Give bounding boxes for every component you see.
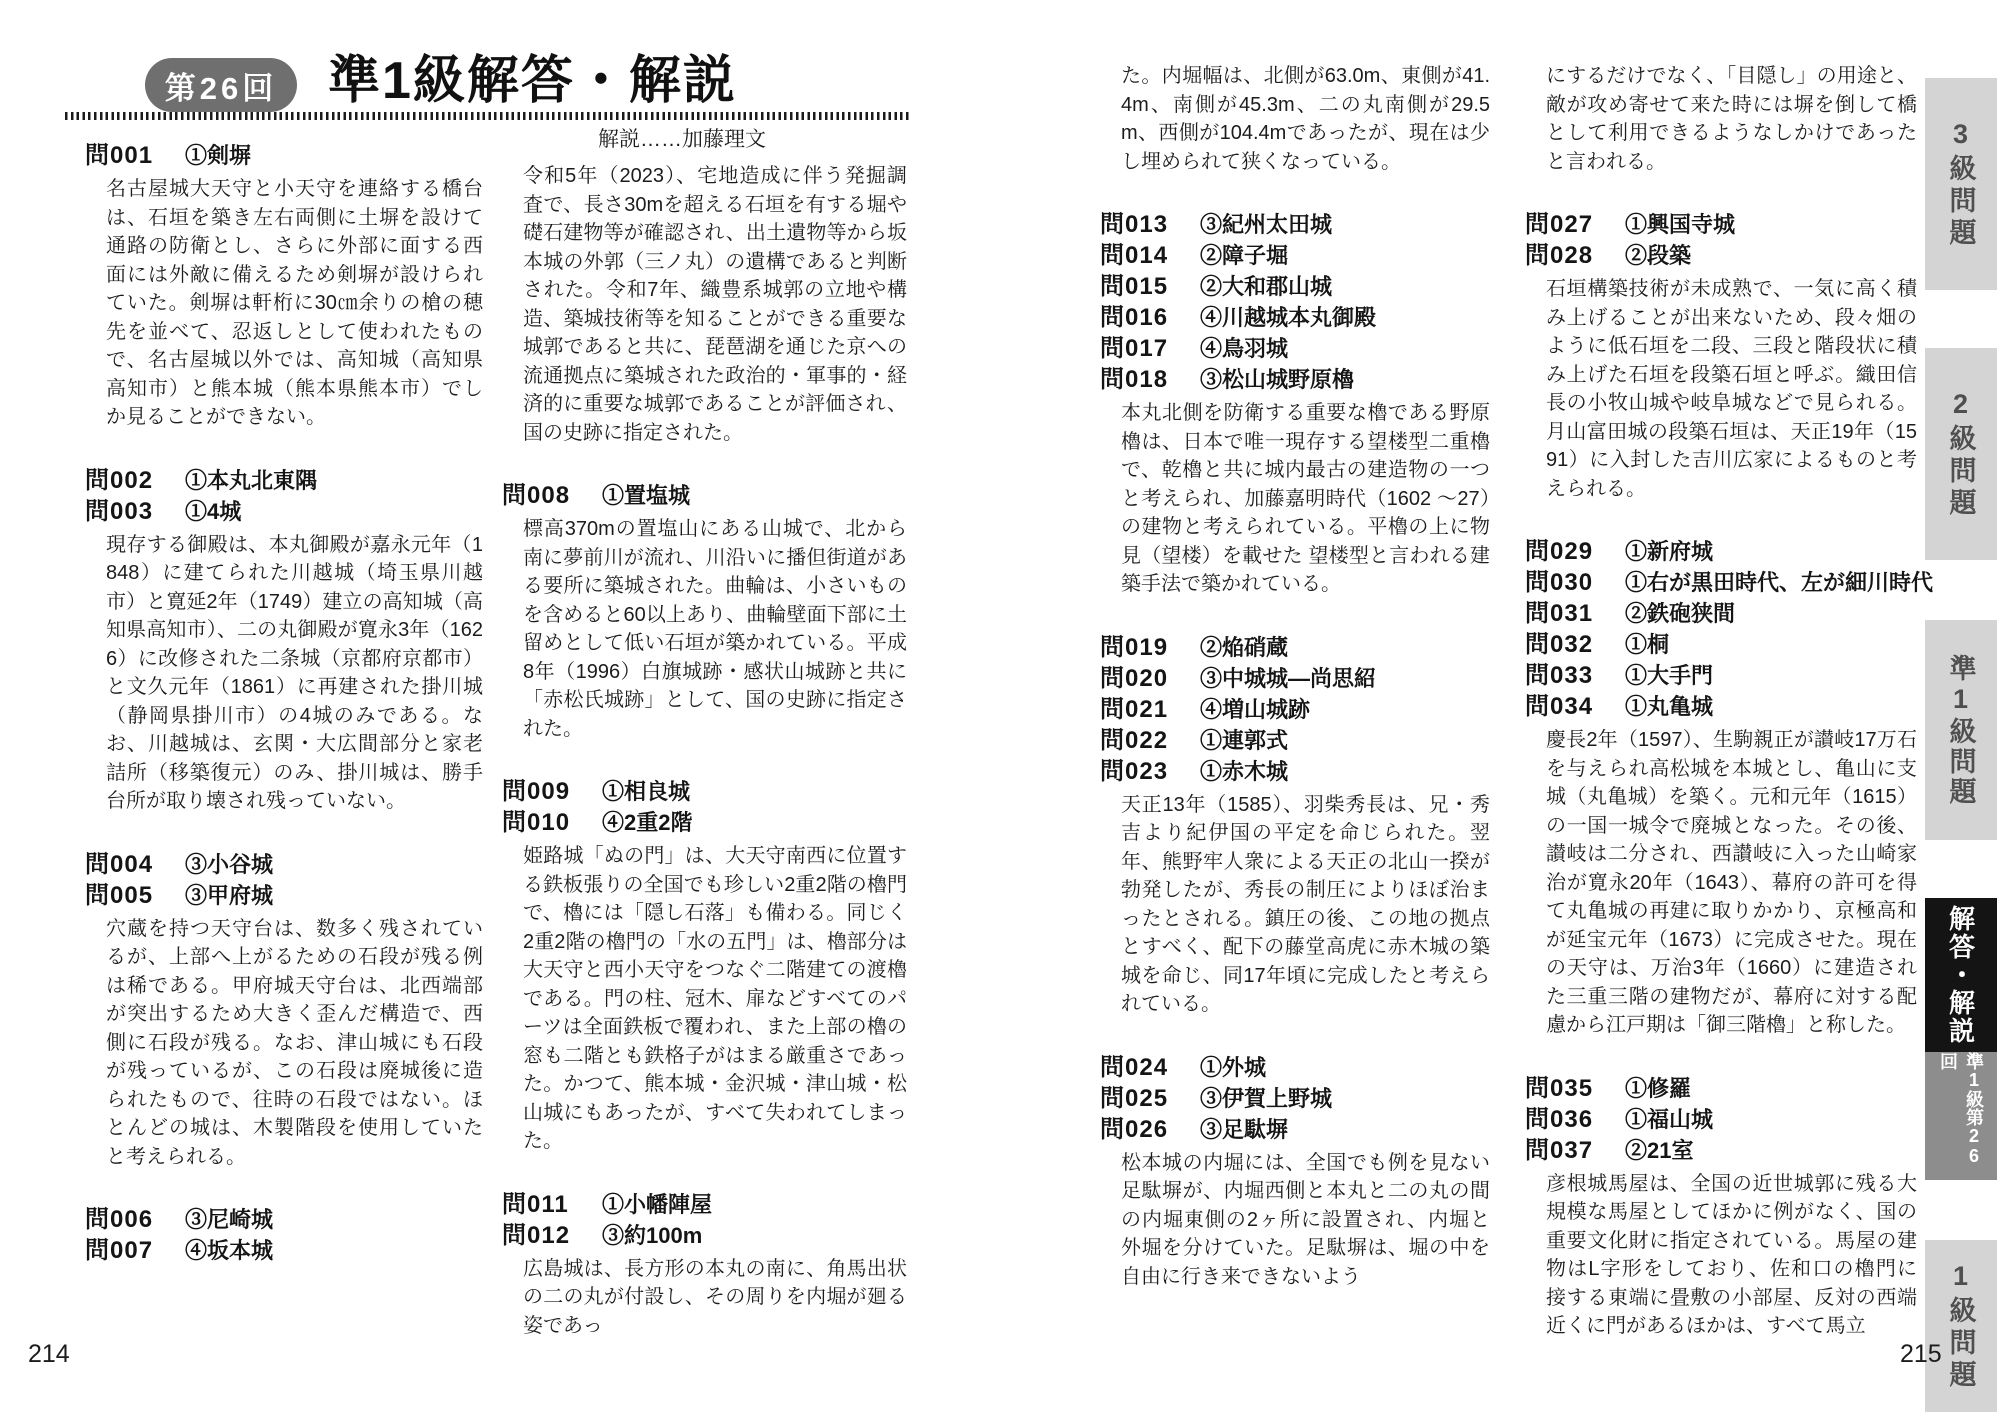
answer-text: ③紀州太田城 xyxy=(1200,212,1333,237)
explanation-paragraph: 本丸北側を防衛する重要な櫓である野原櫓は、日本で唯一現存する望楼型二重櫓で、乾櫓と共に城内最古の建造物の一つと考えられ、加藤嘉明時代（1602 ～27）の建物と考えられている。平櫓の上に物見（望楼）を載せた 望楼型と言われる建築手法で築かれている。 xyxy=(1121,402,1490,595)
question-answer-row xyxy=(85,1236,483,1266)
question-answer-row xyxy=(85,881,483,911)
answer-text: ①連郭式 xyxy=(1200,727,1289,753)
tab-grade1-questions: 1級問題 xyxy=(1925,1240,1997,1412)
answer-text: ④川越城本丸御殿 xyxy=(1200,305,1377,330)
question-answer-row xyxy=(1100,241,1490,271)
answer-text: ①興国寺城 xyxy=(1625,212,1736,237)
answer-text: ①本丸北東隅 xyxy=(185,467,318,493)
question-number: 問014 xyxy=(1100,242,1169,269)
question-number: 問016 xyxy=(1100,304,1169,331)
question-number: 問003 xyxy=(85,497,154,525)
question-number: 問033 xyxy=(1525,662,1594,689)
answer-text: ①相良城 xyxy=(602,779,691,804)
answer-text: ①赤木城 xyxy=(1200,758,1289,784)
question-answer-row xyxy=(85,1205,483,1235)
question-number: 問004 xyxy=(85,850,154,878)
tab-grade2-questions: 2級問題 xyxy=(1925,348,1997,560)
question-number: 問022 xyxy=(1100,726,1169,754)
answer-text: ①剣塀 xyxy=(185,143,252,168)
question-number: 問002 xyxy=(85,466,154,494)
question-answer-row xyxy=(1525,241,1917,271)
question-number: 問017 xyxy=(1100,335,1169,362)
question-number: 問029 xyxy=(1525,538,1594,565)
question-answer-row xyxy=(1525,661,1917,691)
question-answer-row xyxy=(1525,630,1917,660)
answer-text: ①大手門 xyxy=(1625,663,1714,688)
answer-text: ①桐 xyxy=(1625,632,1670,657)
question-number: 問027 xyxy=(1525,211,1594,238)
question-answer-row xyxy=(502,808,907,838)
answer-text: ④増山城跡 xyxy=(1200,696,1311,722)
answer-text: ①右が黒田時代、左が細川時代 xyxy=(1625,570,1934,595)
answer-text: ④鳥羽城 xyxy=(1200,336,1289,361)
explanation-paragraph: 現存する御殿は、本丸御殿が嘉永元年（1848）に建てられた川越城（埼玉県川越市）と寛延2年（1749）建立の高知城（高知県高知市）、二の丸御殿が寛永3年（1626）に改修された二条城（京都府京都市）と文久元年（1861）に再建された掛川城（静岡県掛川市）の4城のみである。なお、川越城は、玄関・大広間部分と家老詰所（移築復元）のみ、掛川城は、勝手台所が取り壊され残っていない。 xyxy=(106,533,483,812)
tab-semi-grade1-questions: 準1級問題 xyxy=(1925,620,1997,840)
question-number: 問006 xyxy=(85,1206,154,1233)
explanation-paragraph: 彦根城馬屋は、全国の近世城郭に残る大規模な馬屋としてほかに例がなく、国の重要文化財に指定されている。馬屋の建物はL字形をしており、佐和口の櫓門に接する東端に畳敷の小部屋、反対の西端近くに門があるほかは、すべて馬立 xyxy=(1546,1172,1917,1337)
answer-text: ③伊賀上野城 xyxy=(1200,1085,1333,1111)
answer-text: ②焔硝蔵 xyxy=(1200,634,1289,660)
question-number: 問034 xyxy=(1525,693,1594,720)
question-answer-row xyxy=(1525,1136,1917,1166)
answer-text: ③尼崎城 xyxy=(185,1207,274,1232)
explanation-paragraph: 広島城は、長方形の本丸の南に、角馬出状の二の丸が付設し、その周りを内堀が廻る姿であっ xyxy=(523,1257,907,1337)
page-title: 準1級解答・解説 xyxy=(328,52,737,110)
answer-text: ②鉄砲狭間 xyxy=(1625,601,1736,626)
question-answer-row xyxy=(1100,1084,1490,1114)
question-answer-row xyxy=(85,850,483,880)
question-answer-row xyxy=(85,497,483,527)
question-number: 問023 xyxy=(1100,757,1169,785)
question-number: 問037 xyxy=(1525,1136,1594,1164)
answer-text: ①丸亀城 xyxy=(1625,694,1714,719)
right-page-column-1 xyxy=(1100,58,1490,1291)
explanation-paragraph: 標高370mの置塩山にある山城で、北から南に夢前川が流れ、川沿いに播但街道がある要所に築城された。曲輪は、小さいものを含めると60以上あり、曲輪壁面下部に土留めとして低い石垣が築かれている。平成8年（1996）白旗城跡・感状山城跡と共に「赤松氏城跡」として、国の史跡に指定された。 xyxy=(523,518,907,740)
question-answer-row xyxy=(1525,568,1934,598)
question-answer-row xyxy=(1100,757,1490,787)
page-number-right: 215 xyxy=(1900,1340,1942,1368)
page-number-left: 214 xyxy=(28,1340,70,1368)
question-number: 問025 xyxy=(1100,1084,1169,1112)
left-page-column-2 xyxy=(502,158,907,1340)
question-number: 問011 xyxy=(502,1190,569,1218)
question-answer-row xyxy=(1525,692,1917,722)
explanation-paragraph: 天正13年（1585）、羽柴秀長は、兄・秀吉より紀伊国の平定を命じられた。翌年、熊野牢人衆による天正の北山一揆が勃発したが、秀長の制圧によりほぼ治まったとされる。鎮圧の後、この地の拠点とすべく、配下の藤堂高虎に赤木城の築城を命じ、同17年頃に完成したと考えられている。 xyxy=(1121,793,1490,1015)
question-answer-row xyxy=(1100,365,1490,395)
question-number: 問013 xyxy=(1100,211,1169,238)
question-number: 問005 xyxy=(85,881,154,909)
question-number: 問026 xyxy=(1100,1115,1169,1143)
answer-text: ④坂本城 xyxy=(185,1238,274,1263)
answer-text: ②段築 xyxy=(1625,243,1692,268)
answer-text: ③小谷城 xyxy=(185,851,274,877)
answer-text: ③松山城野原櫓 xyxy=(1200,367,1355,392)
tab-answers-explanations: 解答・解説 xyxy=(1925,898,1997,1052)
answer-text: ②大和郡山城 xyxy=(1200,274,1333,299)
answer-text: ③約100m xyxy=(602,1222,703,1248)
explanation-paragraph: 令和5年（2023）、宅地造成に伴う発掘調査で、長さ30mを超える石垣を有する堀や礎石建物等が確認され、出土遺物等から坂本城の外郭（三ノ丸）の遺構であると判断された。令和7年、織豊系城郭の立地や構造、築城技術等を知ることができる重要な城郭であると共に、琵琶湖を通じた京への流通拠点に築城された政治的・軍事的・経済的に重要な城郭であることが評価され、国の史跡に指定された。 xyxy=(523,165,907,444)
question-answer-row xyxy=(1100,695,1490,725)
question-answer-row xyxy=(1100,272,1490,302)
answer-text: ③甲府城 xyxy=(185,882,274,908)
answer-text: ①小幡陣屋 xyxy=(602,1191,713,1217)
question-answer-row xyxy=(502,777,907,807)
left-page-column-1 xyxy=(85,140,483,1267)
question-number: 問018 xyxy=(1100,366,1169,393)
header-divider xyxy=(65,112,910,120)
question-answer-row xyxy=(1100,726,1490,756)
answer-text: ①4城 xyxy=(185,498,242,524)
tab-answers-sub-label: 準1級第26回 xyxy=(1925,1052,1997,1180)
explanation-paragraph: 姫路城「ぬの門」は、大天守南西に位置する鉄板張りの全国でも珍しい2重2階の櫓門で、櫓には「隠し石落」も備わる。同じく2重2階の櫓門の「水の五門」は、櫓部分は大天守と西小天守をつなぐ二階建ての渡櫓である。門の柱、冠木、扉などすべてのパーツは全面鉄板で覆われ、また上部の櫓の窓も二階とも鉄格子がはまる厳重さであった。かつて、熊本城・金沢城・津山城・松山城にもあったが、すべて失われてしまった。 xyxy=(523,845,907,1152)
question-answer-row xyxy=(85,466,483,496)
explanation-paragraph: にするだけでなく、「目隠し」の用途と、敵が攻め寄せて来た時には塀を倒して橋として利用できるようなしかけであったと言われる。 xyxy=(1546,65,1917,173)
explanation-paragraph: 石垣構築技術が未成熟で、一気に高く積み上げることが出来ないため、段々畑のように低石垣を二段、三段と階段状に積み上げた石垣を段築石垣と呼ぶ。織田信長の小牧山城や岐阜城などで見られる。月山富田城の段築石垣は、天正19年（1591）に入封した吉川広家によるものと考えられる。 xyxy=(1546,278,1917,500)
answer-text: ③中城城―尚思紹 xyxy=(1200,665,1377,691)
question-answer-row xyxy=(85,141,483,171)
question-number: 問031 xyxy=(1525,600,1594,627)
answer-text: ①福山城 xyxy=(1625,1106,1714,1132)
question-answer-row xyxy=(1525,1074,1917,1104)
question-number: 問020 xyxy=(1100,664,1169,692)
right-page-column-2 xyxy=(1525,58,1934,1341)
question-answer-row xyxy=(1100,334,1490,364)
question-answer-row xyxy=(502,1221,907,1251)
question-answer-row xyxy=(1525,599,1917,629)
question-number: 問009 xyxy=(502,778,571,805)
question-number: 問001 xyxy=(85,142,154,169)
answer-text: ③足駄塀 xyxy=(1200,1116,1289,1142)
question-answer-row xyxy=(1100,633,1490,663)
explanation-paragraph: 名古屋城大天守と小天守を連絡する橋台は、石垣を築き左右両側に土塀を設けて通路の防衛とし、さらに外部に面する西面には外敵に備えるため剣塀が設けられていた。剣塀は軒桁に30㎝余りの槍の穂先を並べて、忍返しとして使われたもので、名古屋城以外では、高知城（高知県高知市）と熊本城（熊本県熊本市）でしか見ることができない。 xyxy=(106,178,483,428)
answer-text: ②障子堀 xyxy=(1200,243,1289,268)
question-number: 問008 xyxy=(502,482,571,509)
question-number: 問021 xyxy=(1100,695,1169,723)
question-answer-row xyxy=(1525,537,1917,567)
question-answer-row xyxy=(1525,1105,1917,1135)
question-number: 問036 xyxy=(1525,1105,1594,1133)
question-number: 問012 xyxy=(502,1221,571,1249)
answer-text: ④2重2階 xyxy=(602,810,693,835)
question-number: 問015 xyxy=(1100,273,1169,300)
question-number: 問035 xyxy=(1525,1074,1594,1102)
answer-text: ①修羅 xyxy=(1625,1075,1692,1101)
explanation-paragraph: た。内堀幅は、北側が63.0m、東側が41.4m、南側が45.3m、二の丸南側が29.5m、西側が104.4mであったが、現在は少し埋められて狭くなっている。 xyxy=(1121,65,1490,173)
question-number: 問010 xyxy=(502,809,571,836)
question-number: 問030 xyxy=(1525,569,1594,596)
question-answer-row xyxy=(1100,210,1490,240)
question-answer-row xyxy=(1100,1053,1490,1083)
answer-text: ②21室 xyxy=(1625,1137,1694,1163)
question-number: 問007 xyxy=(85,1237,154,1264)
question-number: 問028 xyxy=(1525,242,1594,269)
question-answer-row xyxy=(1100,303,1490,333)
round-number-badge: 第26回 xyxy=(145,58,297,112)
question-number: 問032 xyxy=(1525,631,1594,658)
question-number: 問019 xyxy=(1100,633,1169,661)
author-byline: 解説……加藤理文 xyxy=(598,128,766,151)
tab-grade3-questions: 3級問題 xyxy=(1925,78,1997,290)
question-answer-row xyxy=(502,481,907,511)
question-answer-row xyxy=(1100,1115,1490,1145)
question-answer-row xyxy=(502,1190,907,1220)
question-answer-row xyxy=(1100,664,1490,694)
explanation-paragraph: 松本城の内堀には、全国でも例を見ない足駄塀が、内堀西側と本丸と二の丸の間の内堀東側の2ヶ所に設置され、内堀と外堀を分けていた。足駄塀は、堀の中を自由に行き来できないよう xyxy=(1121,1151,1490,1288)
answer-text: ①新府城 xyxy=(1625,539,1714,564)
explanation-paragraph: 穴蔵を持つ天守台は、数多く残されているが、上部へ上がるための石段が残る例は稀である。甲府城天守台は、北西端部が突出するため大きく歪んだ構造で、西側に石段が残る。なお、津山城にも石段が残っているが、この石段は廃城後に造られたもので、往時の石段ではない。ほとんどの城は、木製階段を使用していたと考えられる。 xyxy=(106,917,483,1168)
answer-text: ①置塩城 xyxy=(602,483,691,508)
answer-text: ①外城 xyxy=(1200,1054,1267,1080)
question-number: 問024 xyxy=(1100,1053,1169,1081)
question-answer-row xyxy=(1525,210,1917,240)
explanation-paragraph: 慶長2年（1597）、生駒親正が讃岐17万石を与えられ高松城を本城とし、亀山に支城（丸亀城）を築く。元和元年（1615）の一国一城令で廃城となった。その後、讃岐は二分され、西讃岐に入った山崎家治が寛永20年（1643）、幕府の許可を得て丸亀城の再建に取りかかり、京極高和が延宝元年（1673）に完成させた。現在の天守は、万治3年（1660）に建造された三重三階の建物だが、幕府に対する配慮から江戸期は「御三階櫓」と称した。 xyxy=(1546,729,1917,1036)
